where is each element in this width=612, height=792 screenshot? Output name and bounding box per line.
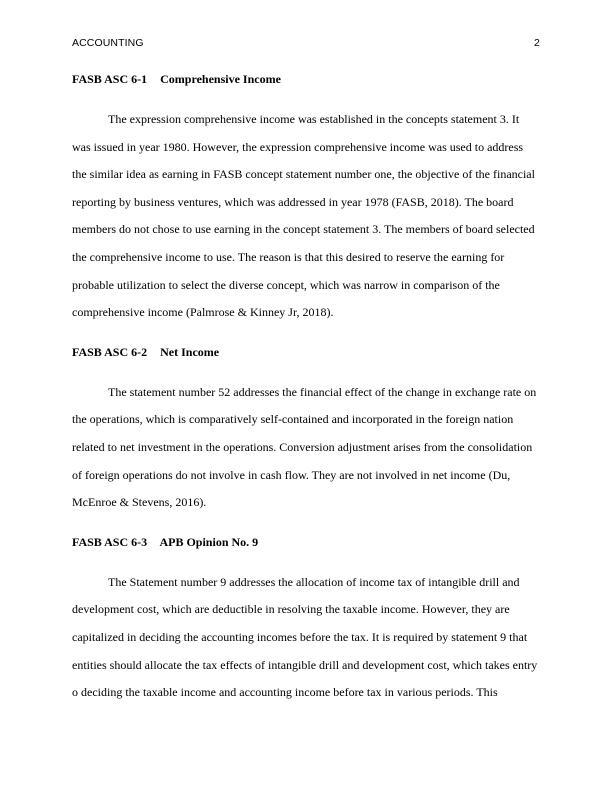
section-title: Comprehensive Income	[160, 72, 281, 86]
spacer	[72, 327, 540, 341]
section-heading-6-1	[72, 68, 540, 90]
spacer	[72, 90, 540, 106]
document-body	[72, 68, 540, 707]
section-code: FASB ASC 6-2	[72, 344, 148, 359]
section-title: APB Opinion No. 9	[159, 534, 259, 549]
section-code: FASB ASC 6-1	[72, 72, 148, 86]
spacer	[72, 553, 540, 569]
section-code: FASB ASC 6-3	[72, 534, 148, 549]
section-paragraph-6-2: The statement number 52 addresses the financial effect of the change in exchange rate on the operations, which is comparatively self-contained and incorporated in the foreign nation related to net investment in the operations. Conversion adjustment arises from the consolidation of foreign operations do not involve in cash flow. They are not involved in net income (Du, McEnroe & Stevens, 2016).	[72, 384, 537, 510]
section-title: Net Income	[160, 344, 220, 359]
page-number: 2	[534, 37, 540, 49]
section-paragraph-6-1: The expression comprehensive income was established in the concepts statement 3. It was issued in year 1980. However, the expression comprehensive income was used to address the similar idea as earning in FASB concept statement number one, the objective of the financial reporting by business ventures, which was addressed in year 1978 (FASB, 2018). The board members do not chose to use earning in the concept statement 3. The members of board selected the comprehensive income to use. The reason is that this desired to reserve the earning for probable utilization to select the diverse concept, which was narrow in comparison of the comprehensive income (Palmrose & Kinney Jr, 2018).	[72, 112, 535, 320]
section-heading-6-2	[72, 341, 540, 363]
section-heading-6-3	[72, 531, 540, 553]
spacer	[72, 363, 540, 379]
section-paragraph-6-3: The Statement number 9 addresses the allocation of income tax of intangible drill and development cost, which are deductible in resolving the taxable income. However, they are capitalized in deciding the accounting incomes before the tax. It is required by statement 9 that entities should allocate the tax effects of intangible drill and development cost, which takes entry o deciding the taxable income and accounting income before tax in various periods. This	[72, 574, 538, 700]
spacer	[72, 517, 540, 531]
running-head-title: ACCOUNTING	[72, 37, 144, 49]
running-head	[72, 37, 540, 51]
